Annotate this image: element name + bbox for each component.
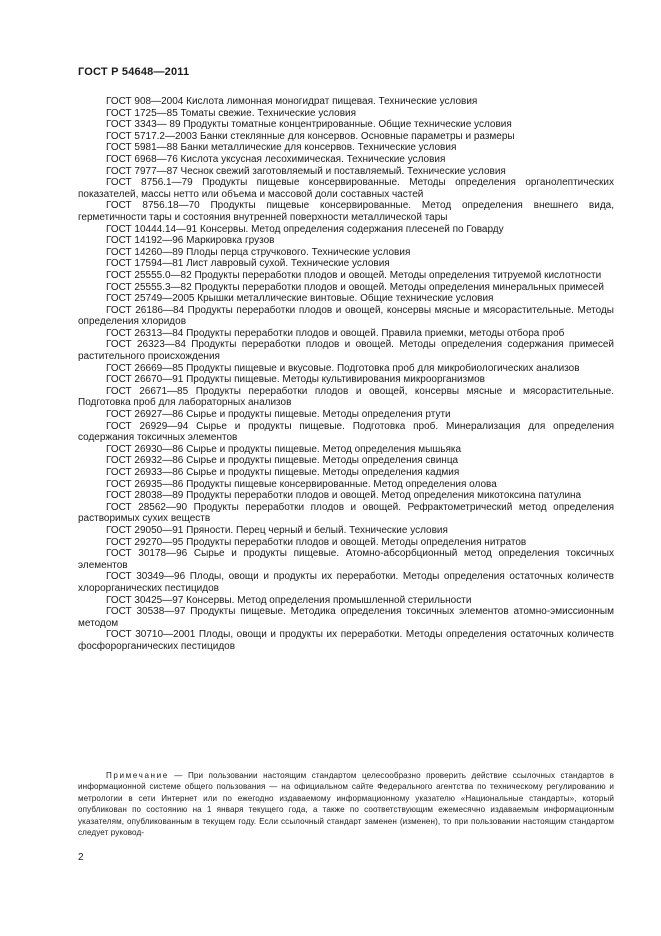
reference-item: ГОСТ 28562—90 Продукты переработки плодов и овощей. Рефрактометрический метод определения растворимых сухих веществ: [78, 501, 614, 525]
reference-item: ГОСТ 26930—86 Сырье и продукты пищевые. Метод определения мышьяка: [106, 443, 462, 455]
reference-item: ГОСТ 10444.14—91 Консервы. Метод определения содержания плесеней по Говарду: [106, 223, 504, 235]
reference-item: ГОСТ 8756.1—79 Продукты пищевые консервированные. Методы определения органолептических показателей, массы нетто или объема и массовой доли составных частей: [78, 177, 614, 200]
reference-item: ГОСТ 26670—91 Продукты пищевые. Методы культивирования микроорганизмов: [106, 374, 485, 386]
reference-item: ГОСТ 17594—81 Лист лавровый сухой. Технические условия: [106, 258, 390, 270]
reference-item: ГОСТ 14192—96 Маркировка грузов: [106, 235, 275, 247]
reference-item: ГОСТ 6968—76 Кислота уксусная лесохимическая. Технические условия: [106, 153, 446, 165]
reference-item: ГОСТ 30710—2001 Плоды, овощи и продукты их переработки. Методы определения остаточных количеств фосфорорганических пестицидов: [78, 629, 614, 652]
reference-item: ГОСТ 26929—94 Сырье и продукты пищевые. Подготовка проб. Минерализация для определения содержания токсичных элементов: [78, 420, 614, 444]
reference-item: ГОСТ 30349—96 Плоды, овощи и продукты их переработки. Методы определения остаточных количеств хлорорганических пестицидов: [78, 571, 614, 594]
reference-item: ГОСТ 30178—96 Сырье и продукты пищевые. Атомно-абсорбционный метод определения токсичных элементов: [78, 548, 614, 571]
reference-item: ГОСТ 29050—91 Пряности. Перец черный и белый. Технические условия: [106, 524, 448, 536]
reference-item: ГОСТ 26313—84 Продукты переработки плодов и овощей. Правила приемки, методы отбора проб: [106, 327, 565, 339]
reference-item: ГОСТ 26186—84 Продукты переработки плодов и овощей, консервы мясные и мясорастительные. Методы определения хлоридов: [78, 304, 614, 328]
reference-item: ГОСТ 5981—88 Банки металлические для консервов. Технические условия: [106, 142, 457, 154]
reference-item: ГОСТ 7977—87 Чеснок свежий заготовляемый и поставляемый. Технические условия: [106, 165, 506, 177]
reference-item: ГОСТ 5717.2—2003 Банки стеклянные для консервов. Основные параметры и размеры: [106, 130, 515, 142]
reference-item: ГОСТ 26932—86 Сырье и продукты пищевые. Методы определения свинца: [106, 455, 459, 467]
reference-item: ГОСТ 26669—85 Продукты пищевые и вкусовые. Подготовка проб для микробиологических анализов: [106, 362, 580, 374]
reference-item: ГОСТ 30425—97 Консервы. Метод определения промышленной стерильности: [106, 594, 472, 606]
document-header: ГОСТ Р 54648—2011: [78, 66, 190, 78]
reference-item: ГОСТ 28038—89 Продукты переработки плодов и овощей. Метод определения микотоксина патулина: [106, 490, 582, 502]
reference-item: ГОСТ 14260—89 Плоды перца стручкового. Технические условия: [106, 246, 411, 258]
reference-item: ГОСТ 26933—86 Сырье и продукты пищевые. Методы определения кадмия: [106, 467, 460, 478]
reference-item: ГОСТ 25555.3—82 Продукты переработки плодов и овощей. Методы определения минеральных примесей: [106, 281, 604, 293]
note-paragraph: [78, 770, 614, 838]
reference-item: ГОСТ 26671—85 Продукты переработки плодов и овощей, консервы мясные и мясорастительные. Подготовка проб для лабораторных анализов: [78, 385, 614, 409]
normative-references-list: [78, 96, 614, 653]
reference-item: ГОСТ 25749—2005 Крышки металлические винтовые. Общие технические условия: [106, 293, 494, 305]
reference-item: ГОСТ 1725—85 Томаты свежие. Технические условия: [106, 107, 357, 119]
reference-item: ГОСТ 8756.18—70 Продукты пищевые консервированные. Метод определения внешнего вида, герметичности тары и состояния внутренней поверхности металлической тары: [78, 200, 614, 223]
reference-item: ГОСТ 25555.0—82 Продукты переработки плодов и овощей. Методы определения титруемой кислотности: [106, 269, 602, 281]
note-text: — При пользовании настоящим стандартом целесообразно проверить действие ссылочных стандартов в информационной системе общего пользования — на официальном сайте Федерального агентства по техническому регулированию и метрологии в сети Интернет или по ежегодно издаваемому информационному указателю «Национальные стандарты», который опубликован по состоянию на 1 января текущего года, а также по соответствующим ежемесячно издаваемым информационным указателям, опубликованным в текущем году. Если ссылочный стандарт заменен (изменен), то при пользовании настоящим стандартом следует руковод-: [78, 771, 614, 838]
reference-item: ГОСТ 3343— 89 Продукты томатные концентрированные. Общие технические условия: [106, 119, 512, 131]
page-number: 2: [78, 852, 84, 863]
reference-item: ГОСТ 30538—97 Продукты пищевые. Методика определения токсичных элементов атомно-эмиссионным методом: [78, 606, 614, 629]
reference-item: ГОСТ 908—2004 Кислота лимонная моногидрат пищевая. Технические условия: [106, 96, 478, 107]
reference-item: ГОСТ 26927—86 Сырье и продукты пищевые. Методы определения ртути: [106, 409, 451, 421]
reference-item: ГОСТ 29270—95 Продукты переработки плодов и овощей. Методы определения нитратов: [106, 536, 527, 548]
reference-item: ГОСТ 26323—84 Продукты переработки плодов и овощей. Методы определения содержания примесей растительного происхождения: [78, 339, 614, 363]
reference-item: ГОСТ 26935—86 Продукты пищевые консервированные. Метод определения олова: [106, 478, 497, 490]
note-label: Примечание: [106, 771, 169, 780]
